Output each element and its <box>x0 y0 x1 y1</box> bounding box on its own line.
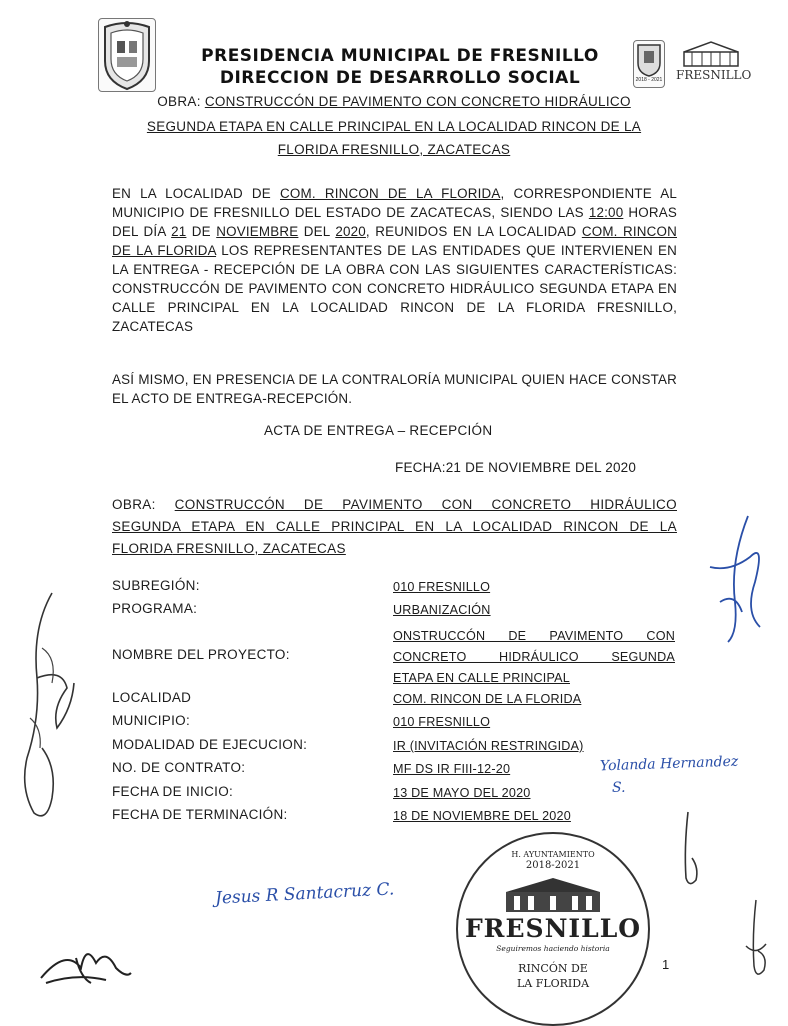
municipio-value: 010 FRESNILLO <box>393 715 491 729</box>
stamp-brand: FRESNILLO <box>464 914 642 943</box>
signature-right-vertical <box>674 808 704 894</box>
modalidad-label: MODALIDAD DE EJECUCION: <box>112 737 308 752</box>
handwritten-initial: S. <box>612 780 626 796</box>
right-logo-years: 2018 - 2021 <box>635 77 663 83</box>
para-text: , CORRESPONDIENTE AL MUNICIPIO DE FRESNILLO DEL ESTADO DE ZACATECAS, SIENDO LAS <box>112 186 677 220</box>
obra-title-line-3: FLORIDA FRESNILLO, ZACATECAS <box>277 142 511 157</box>
intro-paragraph <box>112 184 677 336</box>
obra-title-text-1: CONSTRUCCÓN DE PAVIMENTO CON CONCRETO HIDRÁULICO <box>204 94 631 109</box>
obra2-prefix: OBRA: <box>112 497 175 512</box>
right-logo-brand: FRESNILLO <box>676 68 752 82</box>
meeting-time: 12:00 <box>588 205 624 220</box>
obra-title-line-2: SEGUNDA ETAPA EN CALLE PRINCIPAL EN LA LOCALIDAD RINCON DE LA <box>146 119 642 134</box>
fresnillo-shield-logo <box>633 40 665 88</box>
stamp-place-2: LA FLORIDA <box>516 977 590 990</box>
obra-section <box>112 494 677 560</box>
stamp-slogan: Seguiremos haciendo historia <box>496 944 610 953</box>
municipio-label: MUNICIPIO: <box>112 713 191 728</box>
header-line-2: DIRECCION DE DESARROLLO SOCIAL <box>219 68 581 88</box>
para-text: DE <box>186 224 217 239</box>
subregion-label: SUBREGIÓN: <box>112 578 200 593</box>
meeting-month: NOVIEMBRE <box>216 224 299 239</box>
inicio-label: FECHA DE INICIO: <box>112 784 234 799</box>
obra2-line-3 <box>112 538 677 560</box>
proyecto-label: NOMBRE DEL PROYECTO: <box>112 647 290 662</box>
meeting-year: 2020 <box>335 224 366 239</box>
contrato-value: MF DS IR FIII-12-20 <box>393 762 511 776</box>
para-text: HORAS DEL DÍA <box>112 205 677 239</box>
official-stamp <box>456 832 650 1026</box>
obra2-line-2: SEGUNDA ETAPA EN CALLE PRINCIPAL EN LA LOCALIDAD RINCON DE LA <box>112 519 677 534</box>
termino-label: FECHA DE TERMINACIÓN: <box>112 807 288 822</box>
municipal-coat-of-arms-logo <box>98 18 156 92</box>
para-text: EN LA LOCALIDAD DE <box>112 186 280 201</box>
fresnillo-brand-logo <box>676 40 752 88</box>
obra2-line-1 <box>112 494 677 516</box>
signature-left <box>12 588 82 828</box>
contrato-label: NO. DE CONTRATO: <box>112 760 246 775</box>
stamp-years: 2018-2021 <box>525 860 581 871</box>
obra2-florida: FLORIDA <box>112 541 173 556</box>
handwritten-name-jesus: Jesus R Santacruz C. <box>214 879 395 909</box>
contraloria-paragraph: ASÍ MISMO, EN PRESENCIA DE LA CONTRALORÍA MUNICIPAL QUIEN HACE CONSTAR EL ACTO DE ENTREGA-RECEPCIÓN. <box>112 372 677 406</box>
signature-bottom-left <box>36 938 136 990</box>
header-line-1: PRESIDENCIA MUNICIPAL DE FRESNILLO <box>201 46 599 66</box>
modalidad-value: IR (INVITACIÓN RESTRINGIDA) <box>393 739 584 753</box>
proyecto-line-1: ONSTRUCCÓN DE PAVIMENTO CON <box>393 629 675 643</box>
stamp-top: H. AYUNTAMIENTO <box>511 850 595 859</box>
programa-label: PROGRAMA: <box>112 601 198 616</box>
proyecto-line-2: CONCRETO HIDRÁULICO SEGUNDA <box>393 650 675 664</box>
para-text: , REUNIDOS EN LA LOCALIDAD <box>365 224 582 239</box>
proyecto-line-3: ETAPA EN CALLE PRINCIPAL <box>393 671 570 685</box>
proyecto-value <box>393 626 675 689</box>
acta-title: ACTA DE ENTREGA – RECEPCIÓN <box>264 423 493 438</box>
meeting-day: 21 <box>171 224 187 239</box>
obra2-text-1: CONSTRUCCÓN DE PAVIMENTO CON CONCRETO HIDRÁULICO <box>174 497 677 512</box>
obra-prefix: OBRA: <box>157 94 205 109</box>
locality-name-2: COM. RINCON DE LA FLORIDA <box>112 224 677 258</box>
obra-title-line-1 <box>0 94 788 109</box>
signature-right-bottom <box>736 896 776 986</box>
obra2-text-3: FRESNILLO, ZACATECAS <box>172 541 346 556</box>
stamp-building-icon <box>496 876 610 916</box>
subregion-value: 010 FRESNILLO <box>393 580 491 594</box>
programa-value: URBANIZACIÓN <box>393 603 491 617</box>
localidad-label: LOCALIDAD <box>112 690 192 705</box>
para-text: LOS REPRESENTANTES DE LAS ENTIDADES QUE INTERVIENEN EN LA ENTREGA - RECEPCIÓN DE LA OBRA CON LAS SIGUIENTES CARACTERÍSTICAS: CONSTRUCCÓN DE PAVIMENTO CON CONCRETO HIDRÁULICO SEGUNDA ETAPA EN CALLE PRINCIPAL EN LA LOCALIDAD RINCON DE LA FLORIDA FRESNILLO, ZACATECAS <box>112 243 677 334</box>
stamp-place-1: RINCÓN DE <box>518 962 588 975</box>
document-date: FECHA:21 DE NOVIEMBRE DEL 2020 <box>395 460 637 475</box>
termino-value: 18 DE NOVIEMBRE DEL 2020 <box>393 809 571 823</box>
signature-blue-top-right <box>700 512 772 647</box>
locality-name: COM. RINCON DE LA FLORIDA <box>280 186 501 201</box>
inicio-value: 13 DE MAYO DEL 2020 <box>393 786 531 800</box>
para-text: DEL <box>298 224 336 239</box>
page-number: 1 <box>662 957 670 972</box>
handwritten-name-yolanda: Yolanda Hernandez <box>599 753 739 775</box>
localidad-value: COM. RINCON DE LA FLORIDA <box>393 692 582 706</box>
